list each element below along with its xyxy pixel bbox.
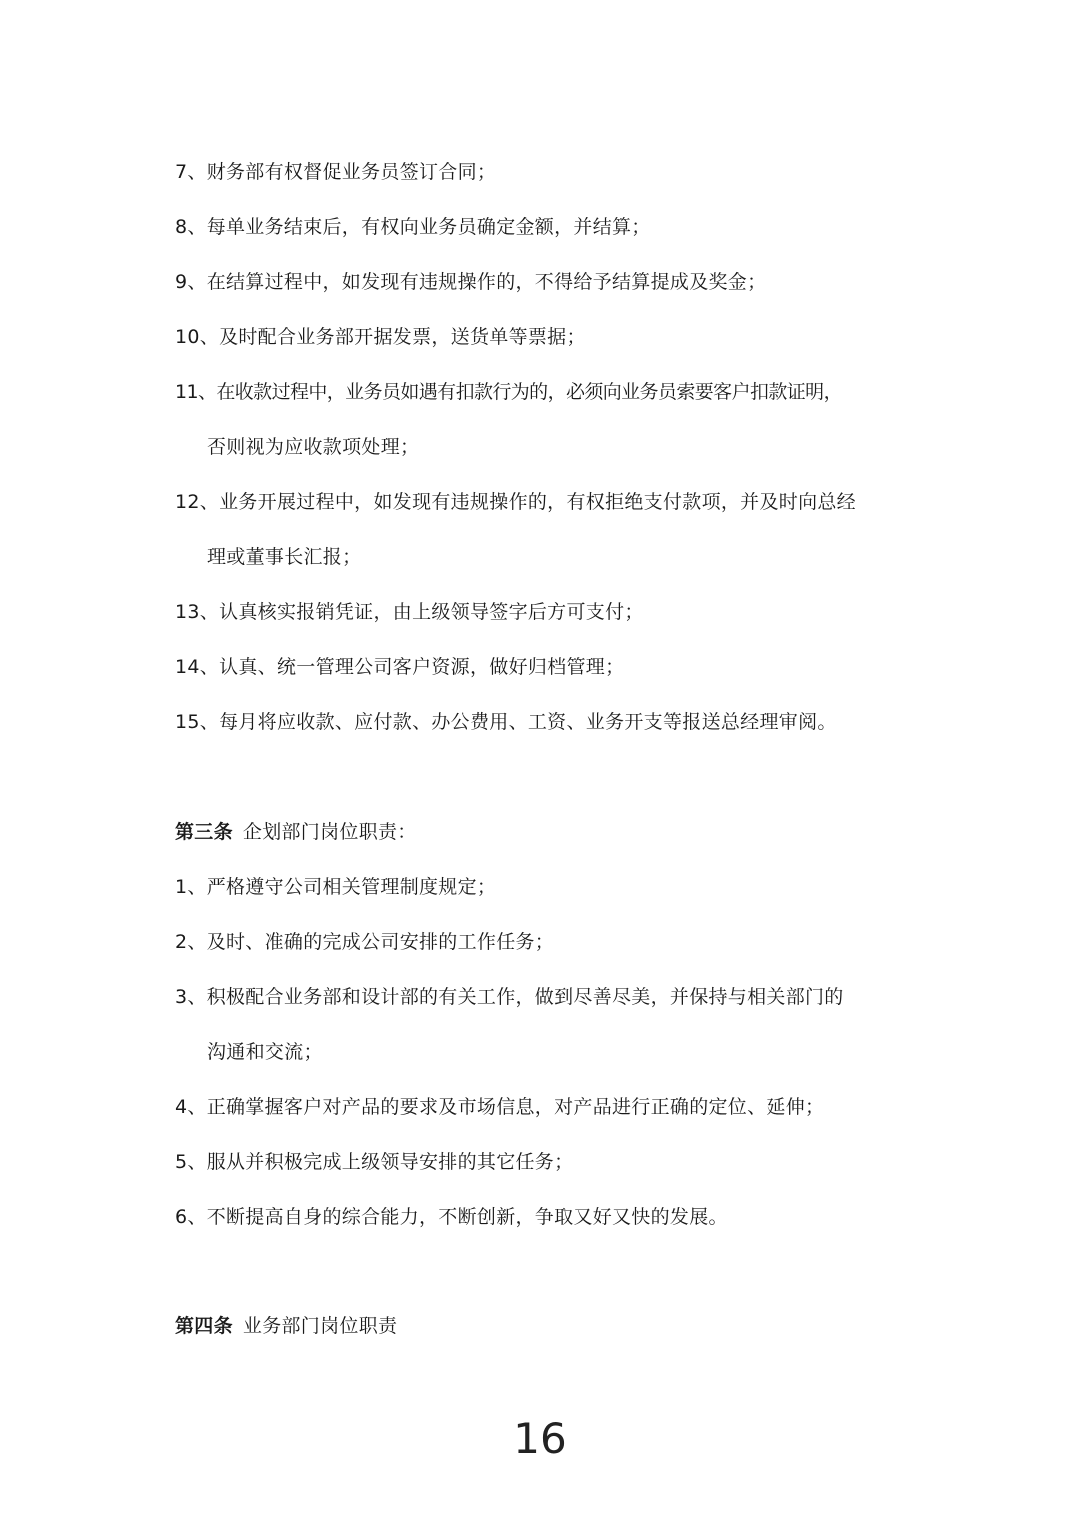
planning-item-6: 6、不断提高自身的综合能力，不断创新，争取又好又快的发展。	[175, 1206, 728, 1228]
section-3-title: 企划部门岗位职责：	[242, 821, 417, 843]
finance-item-11: 11、在收款过程中，业务员如遇有扣款行为的，必须向业务员索要客户扣款证明，	[175, 381, 842, 403]
finance-item-15: 15、每月将应收款、应付款、办公费用、工资、业务开支等报送总经理审阅。	[175, 711, 837, 733]
planning-item-5: 5、服从并积极完成上级领导安排的其它任务；	[175, 1151, 574, 1173]
section-3-heading	[175, 818, 915, 846]
finance-item-10: 10、及时配合业务部开据发票，送货单等票据；	[175, 326, 586, 348]
section-4-heading	[175, 1312, 915, 1340]
finance-item-13: 13、认真核实报销凭证，由上级领导签字后方可支付；	[175, 601, 644, 623]
finance-item-7: 7、财务部有权督促业务员签订合同；	[175, 161, 497, 183]
section-4-label: 第四条	[175, 1315, 233, 1337]
finance-item-14: 14、认真、统一管理公司客户资源，做好归档管理；	[175, 656, 625, 678]
finance-item-12: 12、业务开展过程中，如发现有违规操作的，有权拒绝支付款项，并及时向总经	[175, 491, 856, 513]
finance-item-9: 9、在结算过程中，如发现有违规操作的，不得给予结算提成及奖金；	[175, 271, 767, 293]
planning-item-3-continuation: 沟通和交流；	[207, 1041, 323, 1063]
planning-item-1: 1、严格遵守公司相关管理制度规定；	[175, 876, 497, 898]
planning-item-2: 2、及时、准确的完成公司安排的工作任务；	[175, 931, 555, 953]
finance-item-11-continuation: 否则视为应收款项处理；	[207, 436, 420, 458]
page-number: 16	[513, 1414, 567, 1463]
finance-item-8: 8、每单业务结束后，有权向业务员确定金额，并结算；	[175, 216, 651, 238]
planning-item-3: 3、积极配合业务部和设计部的有关工作，做到尽善尽美，并保持与相关部门的	[175, 986, 844, 1008]
planning-item-4: 4、正确掌握客户对产品的要求及市场信息，对产品进行正确的定位、延伸；	[175, 1096, 825, 1118]
section-3-label: 第三条	[175, 821, 233, 843]
finance-item-12-continuation: 理或董事长汇报；	[207, 546, 362, 568]
section-4-title: 业务部门岗位职责	[242, 1315, 398, 1337]
